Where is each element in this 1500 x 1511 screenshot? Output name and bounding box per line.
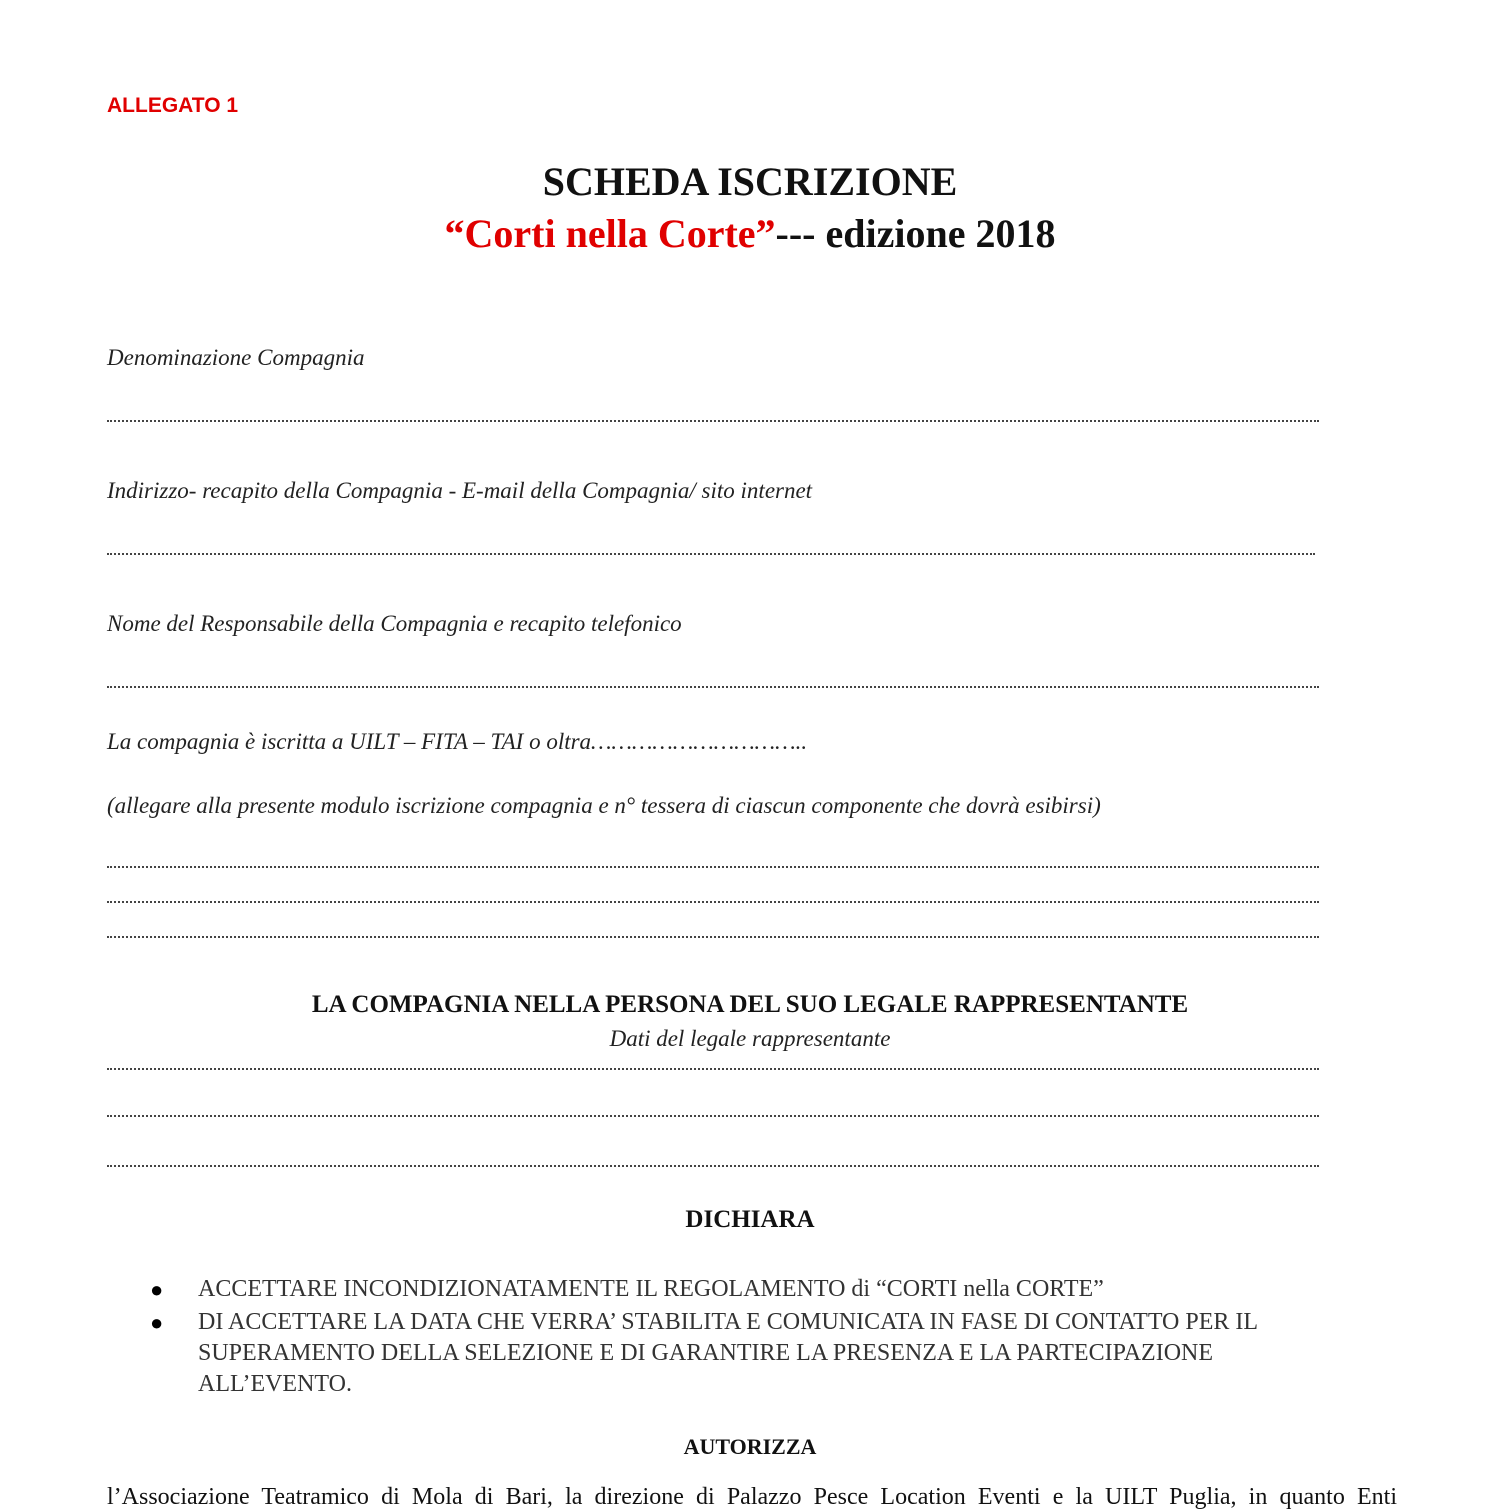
authorizes-heading: AUTORIZZA bbox=[683, 1434, 817, 1459]
affiliation-label: La compagnia è iscritta a UILT – FITA – TAI o oltra………………………….. bbox=[107, 729, 808, 754]
attachment-label: ALLEGATO 1 bbox=[107, 94, 239, 117]
affiliation-field-3[interactable] bbox=[107, 934, 1319, 938]
declares-item: ● DI ACCETTARE LA DATA CHE VERRA’ STABILITA E COMUNICATA IN FASE DI CONTATTO PER IL SUPERAMENTO DELLA SELEZIONE E DI GARANTIRE LA PRESENZA E LA PARTECIPAZIONE ALL’EVENTO. bbox=[150, 1309, 1258, 1397]
bullet-icon: ● bbox=[150, 1310, 164, 1335]
company-name-label: Denominazione Compagnia bbox=[107, 345, 365, 370]
company-name-field[interactable] bbox=[107, 418, 1319, 422]
declares-list bbox=[150, 1274, 1370, 1402]
form-title: SCHEDA ISCRIZIONE bbox=[542, 159, 958, 204]
declares-item: ● ACCETTARE INCONDIZIONATAMENTE IL REGOLAMENTO di “CORTI nella CORTE” bbox=[150, 1274, 1370, 1305]
affiliation-field-2[interactable] bbox=[107, 899, 1319, 903]
representative-heading: LA COMPAGNIA NELLA PERSONA DEL SUO LEGALE RAPPRESENTANTE bbox=[311, 991, 1189, 1018]
manager-field[interactable] bbox=[107, 684, 1319, 688]
affiliation-note: (allegare alla presente modulo iscrizione compagnia e n° tessera di ciascun componente che dovrà esibirsi) bbox=[107, 793, 1101, 818]
authorizes-text: l’Associazione Teatramico di Mola di Bari, la direzione di Palazzo Pesce Location Eventi e la UILT Puglia, in quanto Enti bbox=[107, 1484, 1397, 1510]
representative-subheading: Dati del legale rappresentante bbox=[609, 1026, 891, 1051]
manager-label: Nome del Responsabile della Compagnia e recapito telefonico bbox=[107, 611, 682, 636]
bullet-icon: ● bbox=[150, 1277, 164, 1302]
company-address-label: Indirizzo- recapito della Compagnia - E-mail della Compagnia/ sito internet bbox=[107, 478, 813, 503]
form-subtitle bbox=[0, 210, 1500, 257]
company-address-field[interactable] bbox=[107, 551, 1315, 555]
representative-field-3[interactable] bbox=[107, 1163, 1319, 1167]
event-name: “Corti nella Corte” bbox=[444, 211, 776, 256]
edition: --- edizione 2018 bbox=[775, 211, 1056, 256]
representative-field-1[interactable] bbox=[107, 1066, 1319, 1070]
declares-heading: DICHIARA bbox=[685, 1206, 815, 1233]
representative-field-2[interactable] bbox=[107, 1113, 1319, 1117]
affiliation-field-1[interactable] bbox=[107, 864, 1319, 868]
